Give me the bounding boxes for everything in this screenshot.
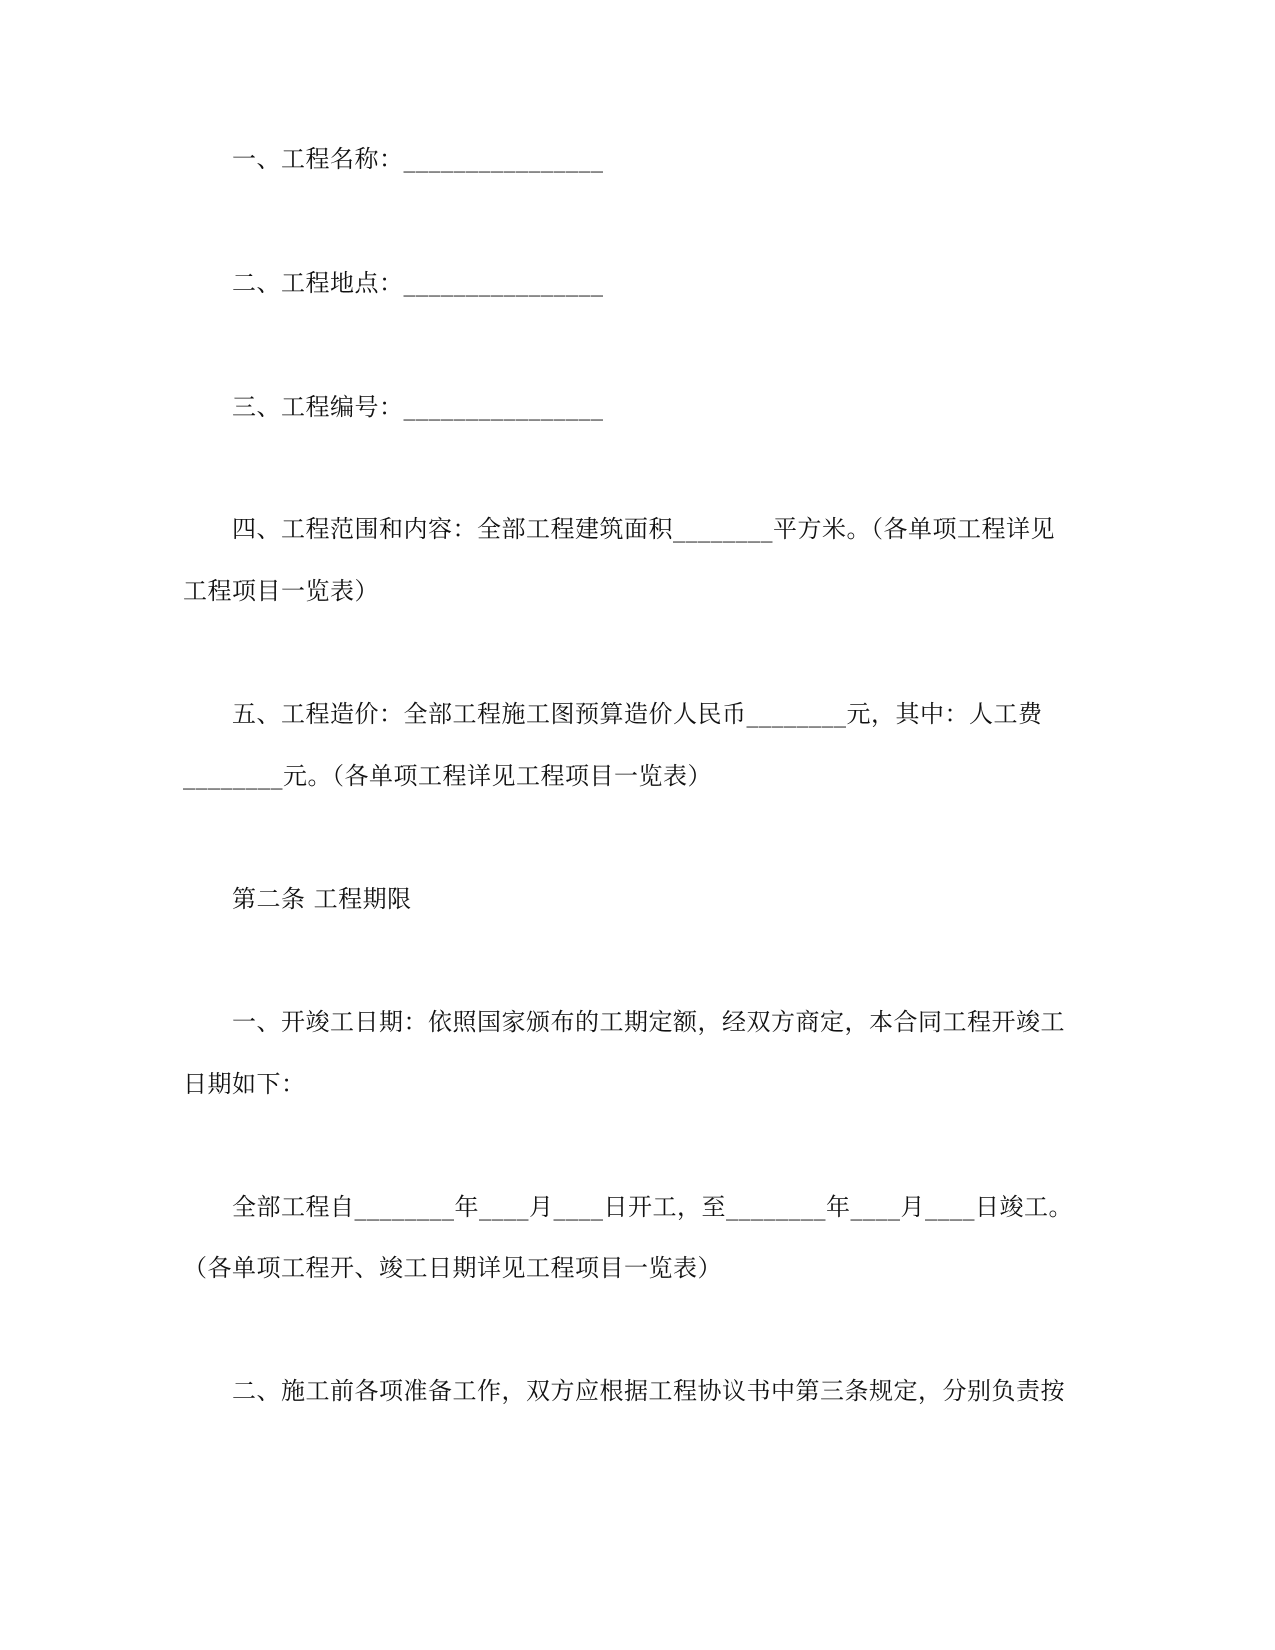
item-preparation-work: 二、施工前各项准备工作，双方应根据工程协议书中第三条规定，分别负责按 [232,1377,1065,1405]
item-schedule-dates: 全部工程自________年____月____日开工，至________年____月____日竣工。 [232,1193,1073,1221]
item-schedule-dates-note: （各单项工程开、竣工日期详见工程项目一览表） [183,1254,722,1282]
item-project-cost: 五、工程造价：全部工程施工图预算造价人民币________元，其中：人工费 [232,700,1043,728]
item-project-scope: 四、工程范围和内容：全部工程建筑面积________平方米。（各单项工程详见 [232,515,1055,543]
item-project-name: 一、工程名称：________________ [232,145,604,173]
section-heading: 第二条 工程期限 [232,885,412,913]
item-start-completion-dates-continued: 日期如下： [183,1070,306,1098]
item-project-cost-continued: ________元。（各单项工程详见工程项目一览表） [183,762,712,790]
item-project-location: 二、工程地点：________________ [232,269,604,297]
item-project-scope-continued: 工程项目一览表） [183,577,379,605]
item-start-completion-dates: 一、开竣工日期：依照国家颁布的工期定额，经双方商定，本合同工程开竣工 [232,1008,1065,1036]
item-project-number: 三、工程编号：________________ [232,393,604,421]
